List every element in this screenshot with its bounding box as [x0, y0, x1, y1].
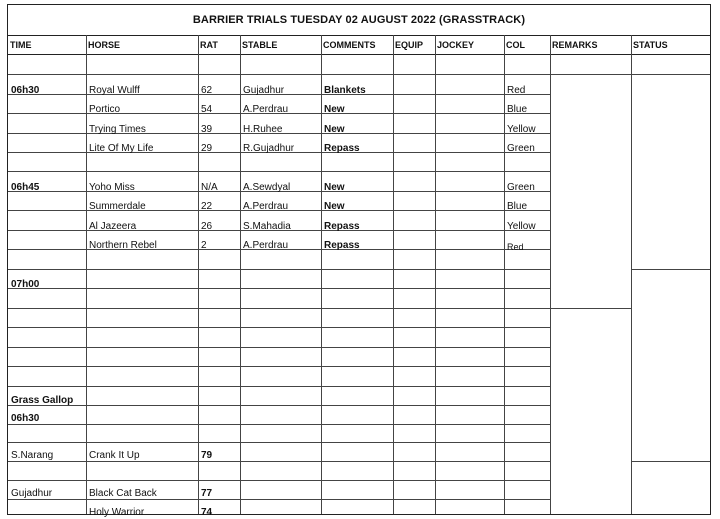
colour: Green	[507, 182, 535, 193]
comment: New	[324, 104, 345, 115]
comment: Repass	[324, 240, 360, 251]
row-divider	[8, 308, 550, 309]
stable: Gujadhur	[243, 85, 285, 96]
page-title: BARRIER TRIALS TUESDAY 02 AUGUST 2022 (GRASSTRACK)	[8, 5, 710, 36]
col-header-equip: EQUIP	[395, 40, 424, 50]
stable: A.Sewdyal	[243, 182, 291, 193]
stable: R.Gujadhur	[243, 143, 295, 154]
row-divider	[8, 366, 550, 367]
column-header-row	[8, 35, 710, 55]
row-divider	[8, 442, 550, 443]
section-grass-gallop: Grass Gallop	[11, 395, 74, 406]
colour: Blue	[507, 104, 528, 115]
row-divider	[8, 269, 550, 270]
horse-name: Royal Wulff	[89, 85, 140, 96]
comment: Blankets	[324, 85, 366, 96]
row-divider	[8, 424, 550, 425]
rating: 79	[201, 450, 213, 461]
horse-name: Lite Of My Life	[89, 143, 154, 154]
rating: 26	[201, 221, 213, 232]
colour: Yellow	[507, 124, 536, 135]
horse-name: Trying Times	[89, 124, 146, 135]
row-divider	[8, 327, 550, 328]
comment: Repass	[324, 221, 360, 232]
row-divider	[8, 405, 550, 406]
stable: A.Perdrau	[243, 240, 289, 251]
stable: S.Mahadia	[243, 221, 291, 232]
section-time-0630: 06h30	[11, 85, 40, 96]
horse-name: Black Cat Back	[89, 488, 157, 499]
horse-name: Holy Warrior	[89, 507, 145, 518]
row-divider	[8, 480, 550, 481]
rating: 62	[201, 85, 213, 96]
colour: Green	[507, 143, 535, 154]
horse-name: Summerdale	[89, 201, 146, 212]
horse-name: Portico	[89, 104, 121, 115]
stable: H.Ruhee	[243, 124, 283, 135]
horse-name: Yoho Miss	[89, 182, 135, 193]
comment: Repass	[324, 143, 360, 154]
rating: 2	[201, 240, 207, 251]
colour: Red	[507, 85, 526, 96]
col-header-horse: HORSE	[88, 40, 121, 50]
rating: 22	[201, 201, 213, 212]
rating: 74	[201, 507, 213, 518]
rating: 54	[201, 104, 213, 115]
section-time-0645: 06h45	[11, 182, 40, 193]
col-header-col: COL	[506, 40, 525, 50]
trial-sheet	[7, 4, 711, 518]
row-divider	[550, 308, 631, 309]
col-header-comments: COMMENTS	[323, 40, 376, 50]
rating: 77	[201, 488, 213, 499]
row-divider	[8, 288, 550, 289]
column-divider	[550, 35, 551, 514]
trial-grid	[8, 55, 710, 518]
row-divider	[8, 386, 550, 387]
horse-name: Northern Rebel	[89, 240, 157, 251]
row-divider	[550, 74, 710, 75]
row-divider	[8, 171, 550, 172]
stable: A.Perdrau	[243, 104, 289, 115]
row-divider	[631, 461, 710, 462]
column-divider	[631, 35, 632, 514]
comment: New	[324, 201, 345, 212]
horse-name: Al Jazeera	[89, 221, 137, 232]
stable: S.Narang	[11, 450, 54, 461]
colour: Red	[507, 242, 524, 252]
section-time-gallop: 06h30	[11, 413, 40, 424]
col-header-jockey: JOCKEY	[437, 40, 475, 50]
col-header-remarks: REMARKS	[552, 40, 598, 50]
colour: Yellow	[507, 221, 536, 232]
col-header-status: STATUS	[633, 40, 668, 50]
horse-name: Crank It Up	[89, 450, 140, 461]
row-divider	[8, 347, 550, 348]
rating: 39	[201, 124, 213, 135]
rating: 29	[201, 143, 213, 154]
row-divider	[8, 74, 550, 75]
colour: Blue	[507, 201, 528, 212]
row-divider	[631, 269, 710, 270]
stable: Gujadhur	[11, 488, 53, 499]
section-time-0700: 07h00	[11, 279, 40, 290]
comment: New	[324, 182, 345, 193]
comment: New	[324, 124, 345, 135]
col-header-stable: STABLE	[242, 40, 278, 50]
stable: A.Perdrau	[243, 201, 289, 212]
col-header-time: TIME	[10, 40, 32, 50]
rating: N/A	[201, 182, 218, 193]
col-header-rat: RAT	[200, 40, 218, 50]
